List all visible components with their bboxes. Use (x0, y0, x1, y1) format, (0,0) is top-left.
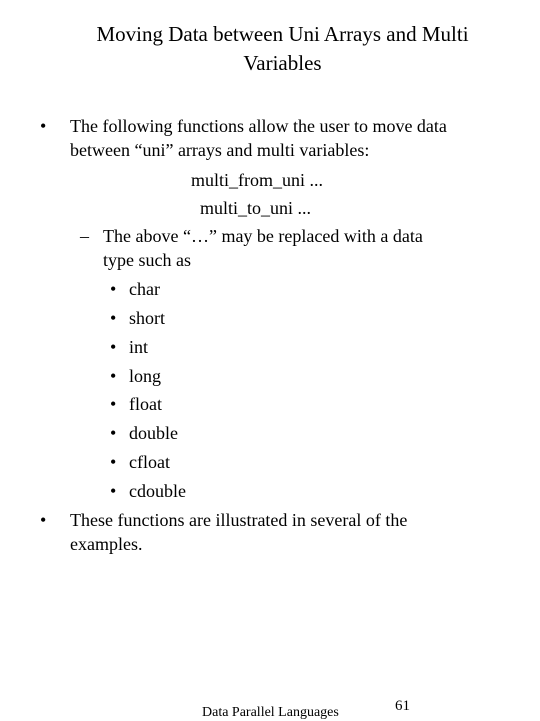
bullet2-line1: These functions are illustrated in several of the (70, 510, 408, 530)
type-bullet-marker: • (110, 481, 117, 501)
type-bullet-marker: • (110, 279, 117, 299)
type-item: cfloat (129, 452, 170, 472)
slide-title (30, 20, 535, 78)
bullet1-line1: The following functions allow the user to move data (70, 116, 447, 136)
bullet1-line2: between “uni” arrays and multi variables: (70, 140, 370, 160)
type-bullet-marker: • (110, 394, 117, 414)
type-bullet-marker: • (110, 366, 117, 386)
bullet-marker: • (40, 116, 47, 136)
sub-bullet-line1: The above “…” may be replaced with a data (103, 226, 423, 246)
type-item: char (129, 279, 160, 299)
title-line-1: Moving Data between Uni Arrays and Multi (96, 22, 469, 46)
type-item: float (129, 394, 162, 414)
function-name: multi_from_uni ... (191, 170, 323, 190)
type-item: cdouble (129, 481, 186, 501)
type-bullet-marker: • (110, 308, 117, 328)
function-name: multi_to_uni ... (200, 198, 312, 218)
type-item: int (129, 337, 149, 357)
title-line-2: Variables (243, 51, 322, 75)
type-item: long (129, 366, 162, 386)
page-number: 61 (395, 698, 410, 714)
type-item: double (129, 423, 178, 443)
sub-bullet-line2: type such as (103, 250, 191, 270)
type-item: short (129, 308, 165, 328)
type-bullet-marker: • (110, 423, 117, 443)
footer-text: Data Parallel Languages (202, 705, 339, 720)
type-bullet-marker: • (110, 452, 117, 472)
bullet-marker: • (40, 510, 47, 530)
type-bullet-marker: • (110, 337, 117, 357)
sub-bullet-marker: – (80, 226, 89, 246)
bullet2-line2: examples. (70, 534, 143, 554)
